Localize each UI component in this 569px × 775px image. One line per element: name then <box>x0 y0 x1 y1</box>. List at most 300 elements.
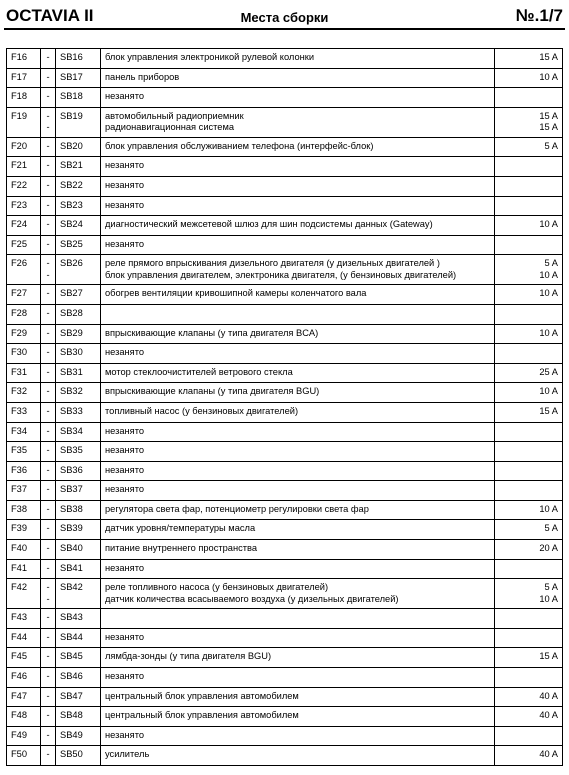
amperage-cell <box>495 402 563 422</box>
fuse-id-cell: F22 <box>7 176 41 196</box>
dash-cell <box>41 216 56 236</box>
description-cell <box>101 196 495 216</box>
amperage-value: 10 A <box>539 288 558 299</box>
sb-code-cell: SB26 <box>56 255 101 285</box>
description-cell <box>101 304 495 324</box>
dash-cell <box>41 746 56 766</box>
dash-cell <box>41 383 56 403</box>
amperage-value: 10 A <box>539 593 558 604</box>
table-row <box>7 107 563 137</box>
dash-cell <box>41 609 56 629</box>
description-cell <box>101 442 495 462</box>
description-cell <box>101 648 495 668</box>
fuse-id-cell: F20 <box>7 137 41 157</box>
dash-cell <box>41 500 56 520</box>
table-row <box>7 540 563 560</box>
amperage-cell <box>495 255 563 285</box>
description-line: усилитель <box>105 749 150 760</box>
description-cell <box>101 49 495 69</box>
dash-cell <box>41 579 56 609</box>
description-cell <box>101 68 495 88</box>
description-cell <box>101 461 495 481</box>
description-line: незанято <box>105 425 145 436</box>
table-row <box>7 88 563 108</box>
dash-mark: - <box>46 52 50 62</box>
sb-code-cell: SB37 <box>56 481 101 501</box>
fuse-id-cell: F29 <box>7 324 41 344</box>
amperage-cell <box>495 68 563 88</box>
description-cell <box>101 687 495 707</box>
description-cell <box>101 609 495 629</box>
amperage-cell <box>495 235 563 255</box>
description-cell <box>101 707 495 727</box>
fuse-id-cell: F28 <box>7 304 41 324</box>
sb-code-cell: SB30 <box>56 344 101 364</box>
amperage-value: 5 A <box>544 523 558 534</box>
sb-code-cell: SB22 <box>56 176 101 196</box>
description-cell <box>101 324 495 344</box>
description-cell <box>101 137 495 157</box>
description-line: незанято <box>105 160 145 171</box>
amperage-cell <box>495 285 563 305</box>
dash-mark: - <box>46 288 50 299</box>
description-cell <box>101 235 495 255</box>
description-cell <box>101 176 495 196</box>
sb-code-cell: SB25 <box>56 235 101 255</box>
table-row <box>7 707 563 727</box>
dash-mark: - <box>46 140 50 151</box>
description-line: радионавигационная система <box>105 122 235 133</box>
dash-mark: - <box>46 651 50 662</box>
amperage-cell <box>495 579 563 609</box>
sb-code-cell: SB18 <box>56 88 101 108</box>
dash-mark: - <box>46 710 50 721</box>
dash-cell <box>41 304 56 324</box>
description-line: незанято <box>105 464 145 475</box>
table-row <box>7 49 563 69</box>
amperage-cell <box>495 481 563 501</box>
table-row <box>7 461 563 481</box>
table-row <box>7 520 563 540</box>
amperage-value: 5 A <box>544 140 558 151</box>
amperage-cell <box>495 628 563 648</box>
description-line: незанято <box>105 671 145 682</box>
page-header <box>0 0 569 30</box>
description-line: незанято <box>105 199 145 210</box>
sb-code-cell: SB20 <box>56 137 101 157</box>
amperage-cell <box>495 176 563 196</box>
table-row <box>7 579 563 609</box>
table-row <box>7 157 563 177</box>
fuse-id-cell: F19 <box>7 107 41 137</box>
table-row <box>7 628 563 648</box>
amperage-cell <box>495 157 563 177</box>
fuse-id-cell: F46 <box>7 668 41 688</box>
description-line: незанято <box>105 347 145 358</box>
table-row <box>7 481 563 501</box>
sb-code-cell: SB32 <box>56 383 101 403</box>
fuse-id-cell: F16 <box>7 49 41 69</box>
dash-mark: - <box>46 366 50 377</box>
table-row <box>7 648 563 668</box>
dash-mark: - <box>46 386 50 397</box>
amperage-value: 10 A <box>539 269 558 280</box>
sb-code-cell: SB34 <box>56 422 101 442</box>
amperage-value: 15 A <box>539 405 558 416</box>
table-row <box>7 176 563 196</box>
dash-mark: - <box>46 347 50 358</box>
amperage-cell <box>495 559 563 579</box>
amperage-cell <box>495 196 563 216</box>
amperage-value: 10 A <box>539 219 558 230</box>
dash-cell <box>41 107 56 137</box>
table-row <box>7 255 563 285</box>
amperage-cell <box>495 687 563 707</box>
dash-cell <box>41 235 56 255</box>
model-title: OCTAVIA II <box>6 6 94 25</box>
amperage-value: 10 A <box>539 327 558 338</box>
sb-code-cell: SB43 <box>56 609 101 629</box>
fuse-id-cell: F45 <box>7 648 41 668</box>
table-row <box>7 746 563 766</box>
description-line: блок управления обслуживанием телефона (интерфейс-блок) <box>105 140 374 151</box>
fuse-id-cell: F43 <box>7 609 41 629</box>
fuse-id-cell: F35 <box>7 442 41 462</box>
table-row <box>7 196 563 216</box>
description-line: реле прямого впрыскивания дизельного двигателя (у дизельных двигателей ) <box>105 258 440 269</box>
amperage-value: 40 A <box>539 749 558 760</box>
amperage-value: 40 A <box>539 710 558 721</box>
dash-cell <box>41 157 56 177</box>
table-row <box>7 216 563 236</box>
dash-cell <box>41 422 56 442</box>
dash-mark: - <box>46 110 50 121</box>
description-cell <box>101 255 495 285</box>
dash-cell <box>41 176 56 196</box>
description-cell <box>101 726 495 746</box>
dash-mark: - <box>46 562 50 573</box>
description-line: центральный блок управления автомобилем <box>105 710 299 721</box>
dash-cell <box>41 137 56 157</box>
dash-cell <box>41 285 56 305</box>
fuse-id-cell: F26 <box>7 255 41 285</box>
sb-code-cell: SB41 <box>56 559 101 579</box>
dash-cell <box>41 324 56 344</box>
fuse-id-cell: F17 <box>7 68 41 88</box>
dash-cell <box>41 668 56 688</box>
table-row <box>7 383 563 403</box>
description-cell <box>101 88 495 108</box>
description-line: незанято <box>105 179 145 190</box>
fuse-id-cell: F42 <box>7 579 41 609</box>
dash-mark: - <box>46 582 50 593</box>
dash-mark: - <box>46 258 50 269</box>
description-line: незанято <box>105 484 145 495</box>
description-cell <box>101 383 495 403</box>
header-divider <box>4 28 565 30</box>
dash-mark: - <box>46 464 50 475</box>
dash-mark: - <box>46 445 50 456</box>
amperage-cell <box>495 383 563 403</box>
sb-code-cell: SB44 <box>56 628 101 648</box>
amperage-cell <box>495 107 563 137</box>
table-row <box>7 687 563 707</box>
description-line: автомобильный радиоприемник <box>105 110 244 121</box>
amperage-value: 10 A <box>539 71 558 82</box>
fuse-id-cell: F30 <box>7 344 41 364</box>
description-cell <box>101 579 495 609</box>
fuse-table-body <box>7 49 563 766</box>
dash-cell <box>41 68 56 88</box>
description-cell <box>101 481 495 501</box>
amperage-value: 20 A <box>539 543 558 554</box>
sb-code-cell: SB46 <box>56 668 101 688</box>
description-line: незанято <box>105 631 145 642</box>
sb-code-cell: SB39 <box>56 520 101 540</box>
description-cell <box>101 344 495 364</box>
dash-cell <box>41 540 56 560</box>
dash-cell <box>41 707 56 727</box>
sb-code-cell: SB27 <box>56 285 101 305</box>
sb-code-cell: SB16 <box>56 49 101 69</box>
dash-cell <box>41 49 56 69</box>
description-cell <box>101 285 495 305</box>
dash-cell <box>41 520 56 540</box>
fuse-id-cell: F39 <box>7 520 41 540</box>
amperage-value: 5 A <box>544 582 558 593</box>
description-cell <box>101 746 495 766</box>
description-line: центральный блок управления автомобилем <box>105 690 299 701</box>
sb-code-cell: SB24 <box>56 216 101 236</box>
sb-code-cell: SB42 <box>56 579 101 609</box>
dash-mark: - <box>46 484 50 495</box>
amperage-cell <box>495 344 563 364</box>
dash-cell <box>41 344 56 364</box>
description-line: топливный насос (у бензиновых двигателей) <box>105 405 299 416</box>
amperage-cell <box>495 49 563 69</box>
fuse-id-cell: F47 <box>7 687 41 707</box>
sb-code-cell: SB23 <box>56 196 101 216</box>
amperage-value: 10 A <box>539 386 558 397</box>
description-line: незанято <box>105 238 145 249</box>
description-cell <box>101 520 495 540</box>
dash-mark: - <box>46 503 50 514</box>
description-cell <box>101 216 495 236</box>
table-row <box>7 235 563 255</box>
sb-code-cell: SB38 <box>56 500 101 520</box>
table-row <box>7 609 563 629</box>
fuse-table <box>6 48 563 766</box>
description-cell <box>101 422 495 442</box>
description-line: панель приборов <box>105 71 180 82</box>
description-line: лямбда-зонды (у типа двигателя BGU) <box>105 651 272 662</box>
fuse-id-cell: F38 <box>7 500 41 520</box>
fuse-id-cell: F40 <box>7 540 41 560</box>
dash-mark: - <box>46 593 50 604</box>
fuse-id-cell: F49 <box>7 726 41 746</box>
table-row <box>7 304 563 324</box>
description-line: датчик количества всасываемого воздуха (у дизельных двигателей) <box>105 593 399 604</box>
dash-cell <box>41 363 56 383</box>
amperage-value: 15 A <box>539 110 558 121</box>
sb-code-cell: SB17 <box>56 68 101 88</box>
dash-mark: - <box>46 238 50 249</box>
dash-mark: - <box>46 122 50 133</box>
dash-mark: - <box>46 160 50 171</box>
amperage-cell <box>495 668 563 688</box>
amperage-cell <box>495 363 563 383</box>
description-cell <box>101 540 495 560</box>
sb-code-cell: SB50 <box>56 746 101 766</box>
dash-cell <box>41 726 56 746</box>
fuse-id-cell: F25 <box>7 235 41 255</box>
description-line: питание внутреннего пространства <box>105 543 258 554</box>
dash-cell <box>41 255 56 285</box>
dash-cell <box>41 461 56 481</box>
amperage-cell <box>495 707 563 727</box>
description-line: реле топливного насоса (у бензиновых двигателей) <box>105 582 329 593</box>
amperage-cell <box>495 520 563 540</box>
sb-code-cell: SB36 <box>56 461 101 481</box>
page-number: №.1/7 <box>515 6 563 25</box>
dash-mark: - <box>46 425 50 436</box>
table-row <box>7 344 563 364</box>
description-line: впрыскивающие клапаны (у типа двигателя BGU) <box>105 386 320 397</box>
dash-cell <box>41 628 56 648</box>
section-title: Места сборки <box>240 10 329 25</box>
sb-code-cell: SB40 <box>56 540 101 560</box>
dash-mark: - <box>46 199 50 210</box>
table-row <box>7 324 563 344</box>
amperage-value: 5 A <box>544 258 558 269</box>
description-line: блок управления электроникой рулевой колонки <box>105 52 315 62</box>
dash-mark: - <box>46 71 50 82</box>
table-row <box>7 500 563 520</box>
description-cell <box>101 500 495 520</box>
dash-mark: - <box>46 729 50 740</box>
description-cell <box>101 157 495 177</box>
description-line: диагностический межсетевой шлюз для шин подсистемы данных (Gateway) <box>105 219 433 230</box>
description-cell <box>101 363 495 383</box>
table-row <box>7 668 563 688</box>
description-cell <box>101 559 495 579</box>
fuse-id-cell: F27 <box>7 285 41 305</box>
dash-mark: - <box>46 91 50 102</box>
sb-code-cell: SB19 <box>56 107 101 137</box>
dash-mark: - <box>46 269 50 280</box>
dash-mark: - <box>46 631 50 642</box>
sb-code-cell: SB33 <box>56 402 101 422</box>
amperage-value: 15 A <box>539 52 558 62</box>
table-row <box>7 137 563 157</box>
dash-cell <box>41 442 56 462</box>
description-cell <box>101 628 495 648</box>
description-line: незанято <box>105 445 145 456</box>
description-line: регулятора света фар, потенциометр регулировки света фар <box>105 503 369 514</box>
amperage-value: 25 A <box>539 366 558 377</box>
amperage-cell <box>495 422 563 442</box>
dash-mark: - <box>46 219 50 230</box>
description-line: впрыскивающие клапаны (у типа двигателя BCA) <box>105 327 319 338</box>
sb-code-cell: SB45 <box>56 648 101 668</box>
description-line: мотор стеклоочистителей ветрового стекла <box>105 366 293 377</box>
amperage-value: 15 A <box>539 122 558 133</box>
dash-cell <box>41 402 56 422</box>
table-row <box>7 68 563 88</box>
fuse-id-cell: F37 <box>7 481 41 501</box>
sb-code-cell: SB28 <box>56 304 101 324</box>
fuse-id-cell: F31 <box>7 363 41 383</box>
fuse-id-cell: F36 <box>7 461 41 481</box>
amperage-cell <box>495 324 563 344</box>
description-line: датчик уровня/температуры масла <box>105 523 256 534</box>
table-row <box>7 363 563 383</box>
sb-code-cell: SB21 <box>56 157 101 177</box>
fuse-id-cell: F50 <box>7 746 41 766</box>
sb-code-cell: SB48 <box>56 707 101 727</box>
dash-mark: - <box>46 690 50 701</box>
dash-mark: - <box>46 612 50 623</box>
fuse-id-cell: F48 <box>7 707 41 727</box>
amperage-value: 15 A <box>539 651 558 662</box>
description-line: незанято <box>105 562 145 573</box>
fuse-id-cell: F33 <box>7 402 41 422</box>
amperage-cell <box>495 137 563 157</box>
dash-cell <box>41 559 56 579</box>
dash-cell <box>41 687 56 707</box>
dash-mark: - <box>46 543 50 554</box>
amperage-cell <box>495 88 563 108</box>
description-cell <box>101 668 495 688</box>
amperage-cell <box>495 726 563 746</box>
dash-mark: - <box>46 179 50 190</box>
fuse-id-cell: F18 <box>7 88 41 108</box>
dash-mark: - <box>46 523 50 534</box>
amperage-cell <box>495 442 563 462</box>
fuse-id-cell: F24 <box>7 216 41 236</box>
amperage-cell <box>495 500 563 520</box>
dash-cell <box>41 481 56 501</box>
dash-mark: - <box>46 405 50 416</box>
sb-code-cell: SB35 <box>56 442 101 462</box>
table-row <box>7 442 563 462</box>
amperage-cell <box>495 461 563 481</box>
sb-code-cell: SB31 <box>56 363 101 383</box>
dash-cell <box>41 196 56 216</box>
dash-cell <box>41 648 56 668</box>
fuse-id-cell: F21 <box>7 157 41 177</box>
amperage-cell <box>495 746 563 766</box>
description-line: обогрев вентиляции кривошипной камеры коленчатого вала <box>105 288 367 299</box>
dash-mark: - <box>46 749 50 760</box>
amperage-value: 10 A <box>539 503 558 514</box>
dash-cell <box>41 88 56 108</box>
amperage-cell <box>495 304 563 324</box>
fuse-id-cell: F44 <box>7 628 41 648</box>
fuse-id-cell: F41 <box>7 559 41 579</box>
description-cell <box>101 402 495 422</box>
amperage-value: 40 A <box>539 690 558 701</box>
table-row <box>7 285 563 305</box>
amperage-cell <box>495 216 563 236</box>
amperage-cell <box>495 609 563 629</box>
dash-mark: - <box>46 671 50 682</box>
dash-mark: - <box>46 307 50 318</box>
sb-code-cell: SB47 <box>56 687 101 707</box>
amperage-cell <box>495 540 563 560</box>
sb-code-cell: SB29 <box>56 324 101 344</box>
fuse-id-cell: F23 <box>7 196 41 216</box>
